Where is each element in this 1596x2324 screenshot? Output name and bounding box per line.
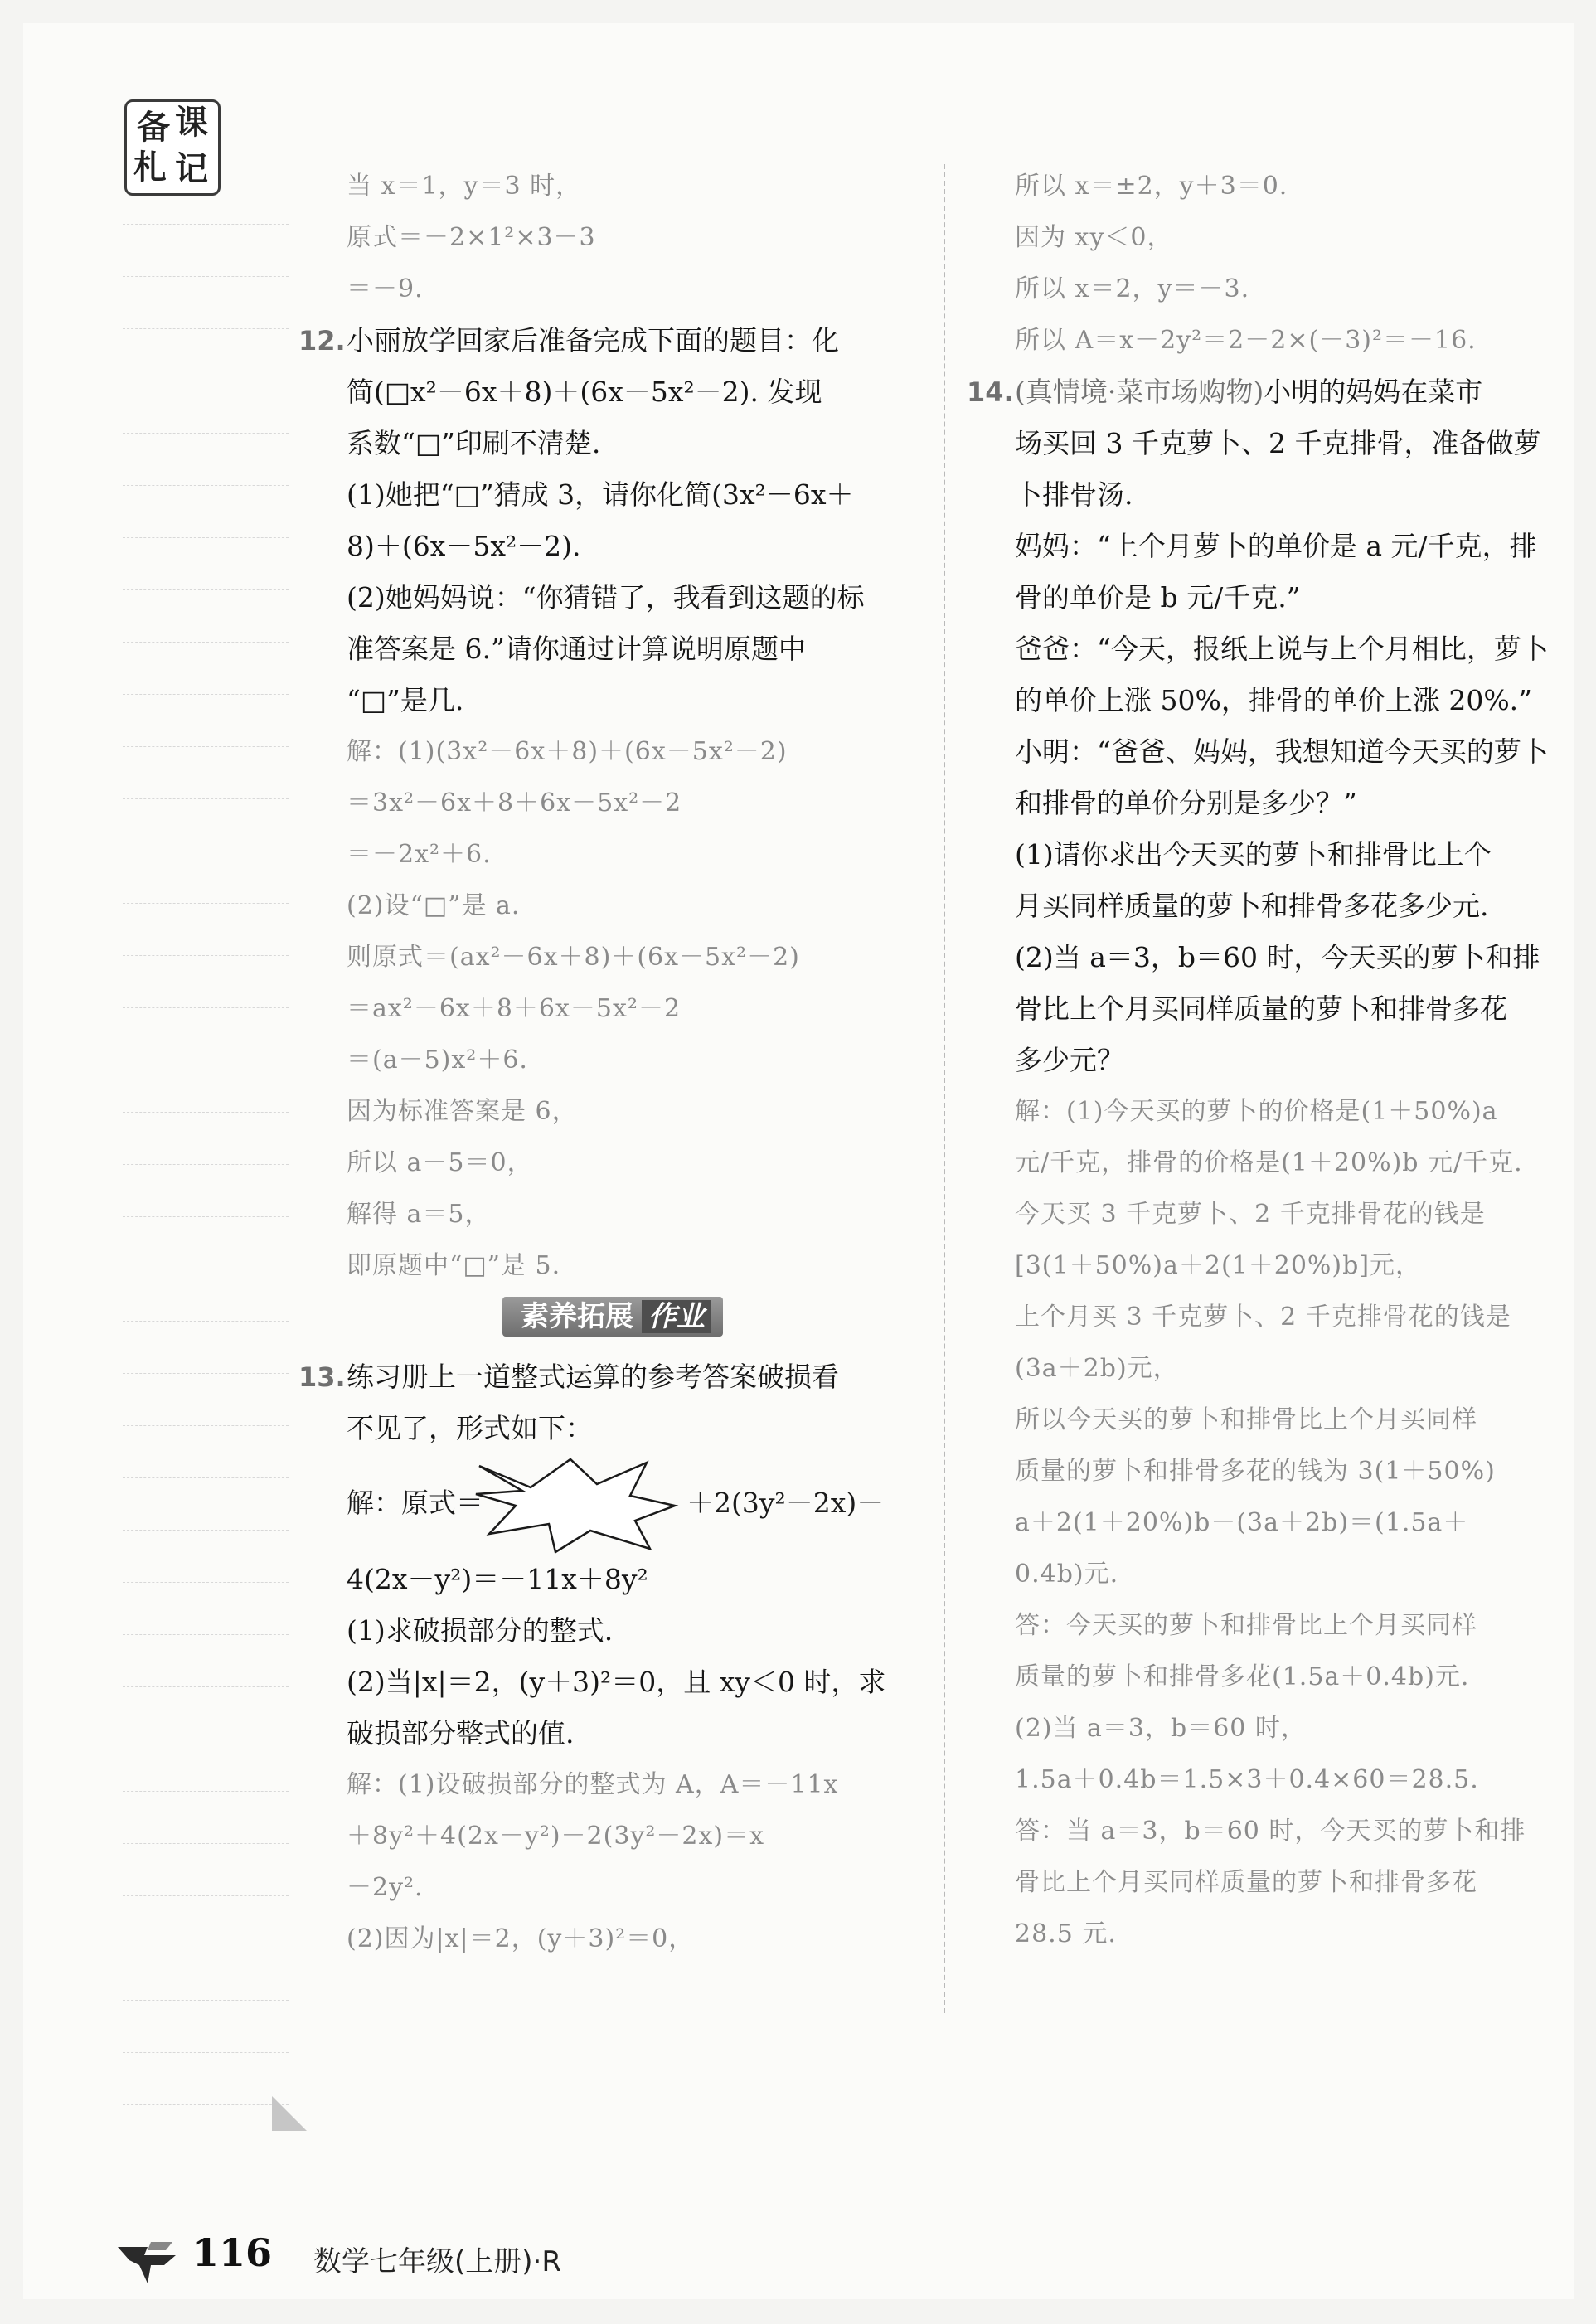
answer-line: 骨比上个月买同样质量的萝卜和排骨多花 xyxy=(1015,1868,1477,1897)
answer-line: ＝3x²－6x＋8＋6x－5x²－2 xyxy=(347,788,682,818)
question-14 xyxy=(967,366,1562,1960)
question-text: 小明的妈妈在菜市 xyxy=(1264,376,1483,408)
answer-line: 答：今天买的萝卜和排骨比上个月买同样 xyxy=(1015,1611,1477,1640)
question-number: 14. xyxy=(967,376,1014,408)
question-line: 妈妈：“上个月萝卜的单价是 a 元/千克，排 xyxy=(1015,530,1537,562)
question-line: 破损部分整式的值. xyxy=(347,1717,575,1749)
left-column xyxy=(298,161,927,1965)
question-line: “□”是几. xyxy=(347,684,464,716)
answer-line: ＝ax²－6x＋8＋6x－5x²－2 xyxy=(347,994,682,1023)
note-lines xyxy=(123,172,289,2105)
question-text: 练习册上一道整式运算的参考答案破损看 xyxy=(347,1361,839,1393)
answer-line: 因为标准答案是 6， xyxy=(347,1097,578,1126)
answer-line: ＝－9. xyxy=(347,274,424,303)
answer-line: (2)设“□”是 a. xyxy=(347,891,521,920)
question-line: (1)请你求出今天买的萝卜和排骨比上个 xyxy=(1015,838,1492,871)
question-line xyxy=(298,1351,927,1403)
question-line: 场买回 3 千克萝卜、2 千克排骨，准备做萝 xyxy=(1015,427,1541,459)
section-title-text: 素养拓展 xyxy=(521,1300,633,1333)
question-line: 8)＋(6x－5x²－2). xyxy=(347,530,581,562)
right-column xyxy=(967,161,1562,1960)
question-line: 骨的单价是 b 元/千克.” xyxy=(1015,581,1301,614)
answer-line: ＋8y²＋4(2x－y²)－2(3y²－2x)＝x xyxy=(347,1822,765,1851)
answer-line: 原式＝－2×1²×3－3 xyxy=(347,223,596,252)
answer-line: 所以 x＝±2，y＋3＝0. xyxy=(1015,172,1288,201)
answer-line: 所以今天买的萝卜和排骨比上个月买同样 xyxy=(1015,1405,1477,1434)
answer-line: 解：(1)设破损部分的整式为 A，A＝－11x xyxy=(347,1770,839,1799)
answer-line: 质量的萝卜和排骨多花的钱为 3(1＋50%) xyxy=(1015,1457,1496,1486)
question-line xyxy=(298,315,927,366)
answer-line: [3(1＋50%)a＋2(1＋20%)b]元， xyxy=(1015,1251,1422,1280)
question-line: 爸爸：“今天，报纸上说与上个月相比，萝卜 xyxy=(1015,633,1549,665)
answer-line: 所以 A＝x－2y²＝2－2×(－3)²＝－16. xyxy=(1015,326,1477,355)
question-number: 12. xyxy=(298,325,346,357)
answer-line: 因为 xy＜0， xyxy=(1015,223,1173,252)
context-tag: (真情境·菜市场购物) xyxy=(1015,376,1264,408)
answer-line: 0.4b)元. xyxy=(1015,1560,1119,1589)
section-extension xyxy=(347,1292,927,1351)
question-line: 简(□x²－6x＋8)＋(6x－5x²－2). 发现 xyxy=(347,376,822,408)
book-title: 数学七年级(上册)·R xyxy=(313,2245,561,2278)
question-line: 和排骨的单价分别是多少？” xyxy=(1015,787,1357,819)
answer-line: (2)当 a＝3，b＝60 时， xyxy=(1015,1714,1307,1743)
answer-line: 答：当 a＝3，b＝60 时，今天买的萝卜和排 xyxy=(1015,1817,1526,1846)
answer-line: 上个月买 3 千克萝卜、2 千克排骨花的钱是 xyxy=(1015,1303,1511,1332)
question-line: 月买同样质量的萝卜和排骨多花多少元. xyxy=(1015,890,1489,922)
question-line: (2)她妈妈说：“你猜错了，我看到这题的标 xyxy=(347,581,865,614)
logo-char: 札 xyxy=(133,148,167,187)
answer-line: ＝(a－5)x²＋6. xyxy=(347,1046,528,1075)
answer-line: 当 x＝1，y＝3 时， xyxy=(347,172,582,201)
question-line xyxy=(967,366,1562,418)
homework-label: 作业 xyxy=(642,1300,711,1333)
question-line: 系数“□”印刷不清楚. xyxy=(347,427,601,459)
question-text: 小丽放学回家后准备完成下面的题目：化 xyxy=(347,324,839,357)
question-line: (1)求破损部分的整式. xyxy=(347,1614,614,1647)
logo-char: 课 xyxy=(175,104,208,142)
question-line: 骨比上个月买同样质量的萝卜和排骨多花 xyxy=(1015,992,1507,1025)
question-line: 4(2x－y²)＝－11x＋8y² xyxy=(347,1563,648,1595)
question-line: 多少元？ xyxy=(1015,1044,1124,1076)
column-divider xyxy=(944,164,945,2013)
question-line: 卜排骨汤. xyxy=(1015,478,1133,511)
question-text: 解：原式＝ xyxy=(347,1487,483,1519)
question-line: 准答案是 6.”请你通过计算说明原题中 xyxy=(347,633,806,665)
logo-char: 记 xyxy=(175,150,208,188)
damaged-expression xyxy=(347,1454,927,1554)
question-text: ＋2(3y²－2x)－ xyxy=(686,1487,885,1519)
answer-line: 则原式＝(ax²－6x＋8)＋(6x－5x²－2) xyxy=(347,943,800,972)
workbook-page xyxy=(23,23,1574,2299)
answer-line: 解得 a＝5， xyxy=(347,1200,491,1229)
answer-line: －2y². xyxy=(347,1873,424,1902)
answer-line: 今天买 3 千克萝卜、2 千克排骨花的钱是 xyxy=(1015,1200,1486,1229)
answer-line: 28.5 元. xyxy=(1015,1919,1117,1948)
answer-line: 质量的萝卜和排骨多花(1.5a＋0.4b)元. xyxy=(1015,1662,1470,1691)
corner-mark xyxy=(272,2096,307,2131)
answer-line: (3a＋2b)元， xyxy=(1015,1354,1179,1383)
question-12 xyxy=(298,315,927,1292)
question-line: 小明：“爸爸、妈妈，我想知道今天买的萝卜 xyxy=(1015,735,1549,768)
answer-line: ＝－2x²＋6. xyxy=(347,840,492,869)
answer-line: 解：(1)(3x²－6x＋8)＋(6x－5x²－2) xyxy=(347,737,788,766)
answer-line: 所以 x＝2，y＝－3. xyxy=(1015,274,1250,303)
torn-blot-icon xyxy=(473,1454,680,1554)
question-line: (2)当 a＝3，b＝60 时，今天买的萝卜和排 xyxy=(1015,941,1540,973)
answer-line: 1.5a＋0.4b＝1.5×3＋0.4×60＝28.5. xyxy=(1015,1765,1479,1794)
page-number: 116 xyxy=(192,2230,273,2275)
arrow-decoration-icon xyxy=(114,2235,181,2285)
answer-line: 所以 a－5＝0， xyxy=(347,1148,533,1177)
question-number: 13. xyxy=(298,1361,346,1393)
question-line: 不见了，形式如下： xyxy=(347,1412,593,1444)
answer-line: 解：(1)今天买的萝卜的价格是(1＋50%)a xyxy=(1015,1097,1498,1126)
answer-line: a＋2(1＋20%)b－(3a＋2b)＝(1.5a＋ xyxy=(1015,1508,1469,1537)
section-title xyxy=(502,1297,723,1337)
question-13 xyxy=(298,1351,927,1965)
answer-line: 即原题中“□”是 5. xyxy=(347,1251,561,1280)
question-line: 的单价上涨 50%，排骨的单价上涨 20%.” xyxy=(1015,684,1533,716)
question-line: (2)当|x|＝2，(y＋3)²＝0，且 xy＜0 时，求 xyxy=(347,1666,886,1698)
answer-line: (2)因为|x|＝2，(y＋3)²＝0， xyxy=(347,1924,695,1953)
question-line: (1)她把“□”猜成 3，请你化简(3x²－6x＋ xyxy=(347,478,854,511)
logo-char: 备 xyxy=(137,109,170,147)
answer-line: 元/千克，排骨的价格是(1＋20%)b 元/千克. xyxy=(1015,1148,1523,1177)
